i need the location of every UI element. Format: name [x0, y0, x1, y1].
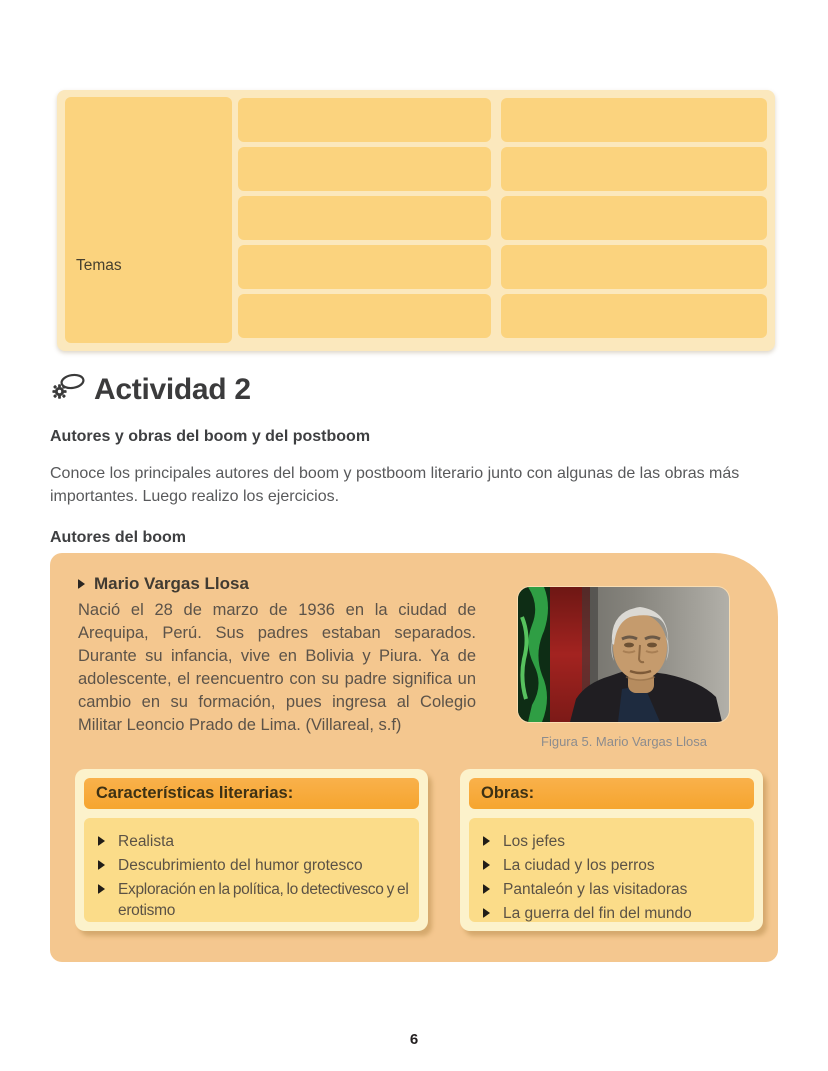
obras-header: Obras:: [469, 778, 754, 809]
temas-cell-empty: [238, 294, 491, 338]
temas-cell-empty: [501, 98, 767, 142]
temas-table: [57, 90, 775, 351]
list-item: [98, 855, 409, 876]
temas-row-header: [65, 97, 232, 343]
author-card: [50, 553, 778, 962]
list-item: [98, 831, 409, 852]
temas-label: Temas: [76, 257, 122, 274]
list-item-text: Pantaleón y las visitadoras: [503, 881, 688, 898]
activity-intro: Conoce los principales autores del boom y postboom literario junto con algunas de las obras más importantes. Luego realizo los ejercicios.: [50, 465, 740, 505]
list-item-text: Exploración en la política, lo detectivesco y el erotismo: [118, 881, 409, 919]
list-item: [483, 855, 744, 876]
caracteristicas-header: Características literarias:: [84, 778, 419, 809]
caracteristicas-list: [84, 818, 419, 922]
activity-heading: [50, 372, 251, 407]
triangle-bullet-icon: [98, 884, 105, 894]
list-item-text: La ciudad y los perros: [503, 857, 655, 874]
list-item: [483, 879, 744, 900]
temas-cell-empty: [501, 147, 767, 191]
temas-cell-empty: [238, 98, 491, 142]
list-item: [483, 831, 744, 852]
triangle-bullet-icon: [483, 908, 490, 918]
list-item-text: Los jefes: [503, 833, 566, 850]
page-number: 6: [409, 1031, 419, 1048]
temas-cell-empty: [501, 294, 767, 338]
author-bio: Nació el 28 de marzo de 1936 en la ciudad de Arequipa, Perú. Sus padres estaban separados. Durante su infancia, vive en Bolivia y Piura. Ya de adolescente, el reencuentro con su padre significa un cambio en su formación, pues ingresa al Colegio Militar Leoncio Prado de Lima. (Villareal, s.f): [78, 601, 476, 734]
list-item-text: Realista: [118, 833, 174, 850]
temas-cell-empty: [501, 196, 767, 240]
triangle-bullet-icon: [483, 836, 490, 846]
list-item-text: Descubrimiento del humor grotesco: [118, 857, 363, 874]
list-item: [98, 879, 409, 921]
obras-card: [460, 769, 763, 931]
triangle-bullet-icon: [98, 860, 105, 870]
activity-subtitle: Autores y obras del boom y del postboom: [50, 428, 371, 445]
section-label: Autores del boom: [50, 529, 187, 546]
temas-cell-empty: [501, 245, 767, 289]
list-item: [483, 903, 744, 924]
gear-speech-icon: [50, 372, 86, 407]
triangle-bullet-icon: [78, 579, 85, 589]
figure-caption: Figura 5. Mario Vargas Llosa: [541, 734, 707, 749]
author-name: Mario Vargas Llosa: [94, 574, 249, 593]
obras-list: [469, 818, 754, 922]
triangle-bullet-icon: [483, 884, 490, 894]
mario-vargas-llosa-photo: [518, 587, 729, 722]
list-item-text: La guerra del fin del mundo: [503, 905, 692, 922]
author-name-row: [78, 574, 249, 594]
temas-cell-empty: [238, 196, 491, 240]
temas-cell-empty: [238, 147, 491, 191]
activity-title: Actividad 2: [94, 372, 251, 406]
triangle-bullet-icon: [483, 860, 490, 870]
triangle-bullet-icon: [98, 836, 105, 846]
caracteristicas-card: [75, 769, 428, 931]
temas-cell-empty: [238, 245, 491, 289]
